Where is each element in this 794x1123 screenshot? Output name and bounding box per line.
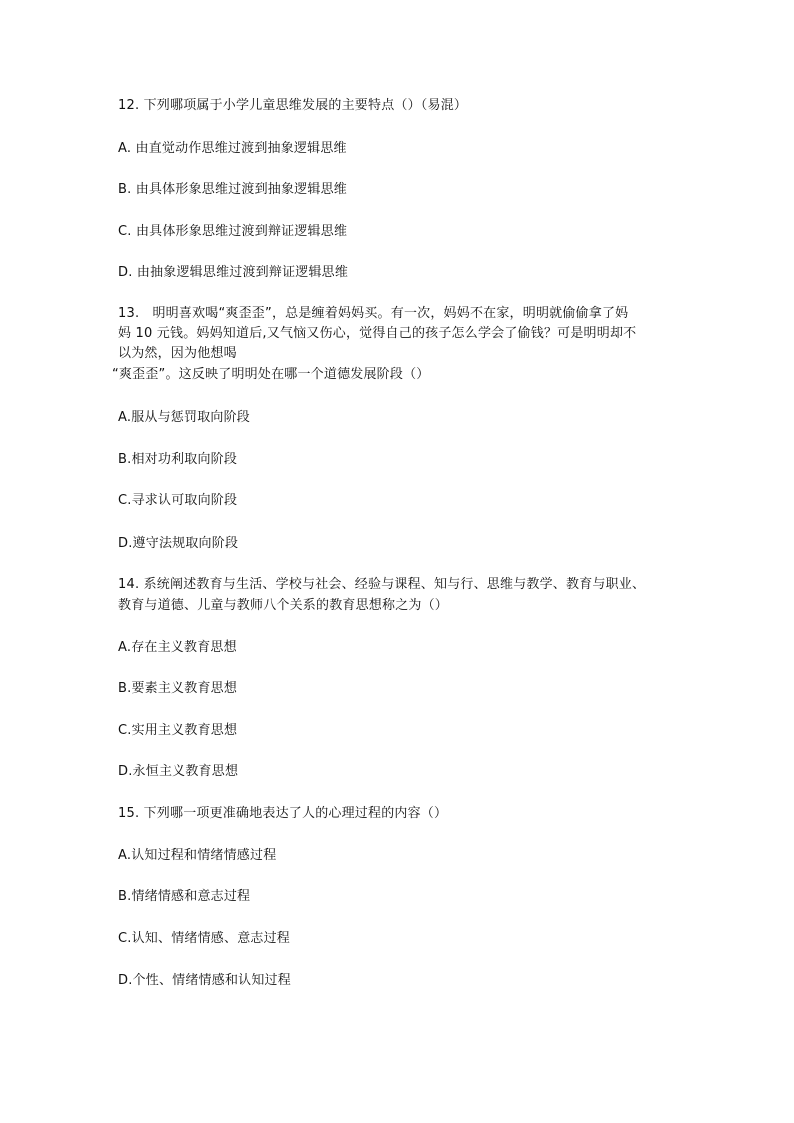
question-14-stem-line-2: 教育与道德、儿童与教师八个关系的教育思想称之为（） — [118, 598, 449, 613]
question-14-stem-line-1: 14. 系统阐述教育与生活、学校与社会、经验与课程、知与行、思维与教学、教育与职业、 — [118, 577, 646, 592]
question-15-option-b: B.情绪情感和意志过程 — [118, 889, 251, 904]
question-14-option-a: A.存在主义教育思想 — [118, 640, 237, 655]
question-12-option-b: B. 由具体形象思维过渡到抽象逻辑思维 — [118, 182, 347, 197]
question-14-option-b: B.要素主义教育思想 — [118, 681, 238, 696]
question-13-option-a: A.服从与惩罚取向阶段 — [118, 410, 250, 425]
question-12-stem: 12. 下列哪项属于小学儿童思维发展的主要特点（）（易混） — [118, 98, 468, 113]
question-15-option-c: C.认知、情绪情感、意志过程 — [118, 931, 291, 946]
question-12-option-d: D. 由抽象逻辑思维过渡到辩证逻辑思维 — [118, 265, 349, 280]
question-13-stem-line-4: “爽歪歪”。这反映了明明处在哪一个道德发展阶段（） — [112, 367, 430, 382]
question-13-stem-line-1: 13. 明明喜欢喝“爽歪歪”，总是缠着妈妈买。有一次，妈妈不在家，明明就偷偷拿了妈 — [118, 306, 629, 321]
question-13-option-d: D.遵守法规取向阶段 — [118, 536, 239, 551]
question-15-option-d: D.个性、情绪情感和认知过程 — [118, 973, 291, 988]
question-13-stem-line-2: 妈 10 元钱。妈妈知道后,又气恼又伤心，觉得自己的孩子怎么学会了偷钱？可是明明却不 — [118, 326, 637, 341]
question-15-option-a: A.认知过程和情绪情感过程 — [118, 848, 277, 863]
question-12-option-a: A. 由直觉动作思维过渡到抽象逻辑思维 — [118, 141, 347, 156]
question-13-stem-line-3: 以为然，因为他想喝 — [118, 346, 237, 361]
question-14-option-c: C.实用主义教育思想 — [118, 723, 238, 738]
question-13-option-c: C.寻求认可取向阶段 — [118, 493, 238, 508]
question-13-option-b: B.相对功利取向阶段 — [118, 452, 238, 467]
question-15-stem: 15. 下列哪一项更准确地表达了人的心理过程的内容（） — [118, 806, 448, 821]
question-12-option-c: C. 由具体形象思维过渡到辩证逻辑思维 — [118, 224, 348, 239]
question-14-option-d: D.永恒主义教育思想 — [118, 764, 239, 779]
